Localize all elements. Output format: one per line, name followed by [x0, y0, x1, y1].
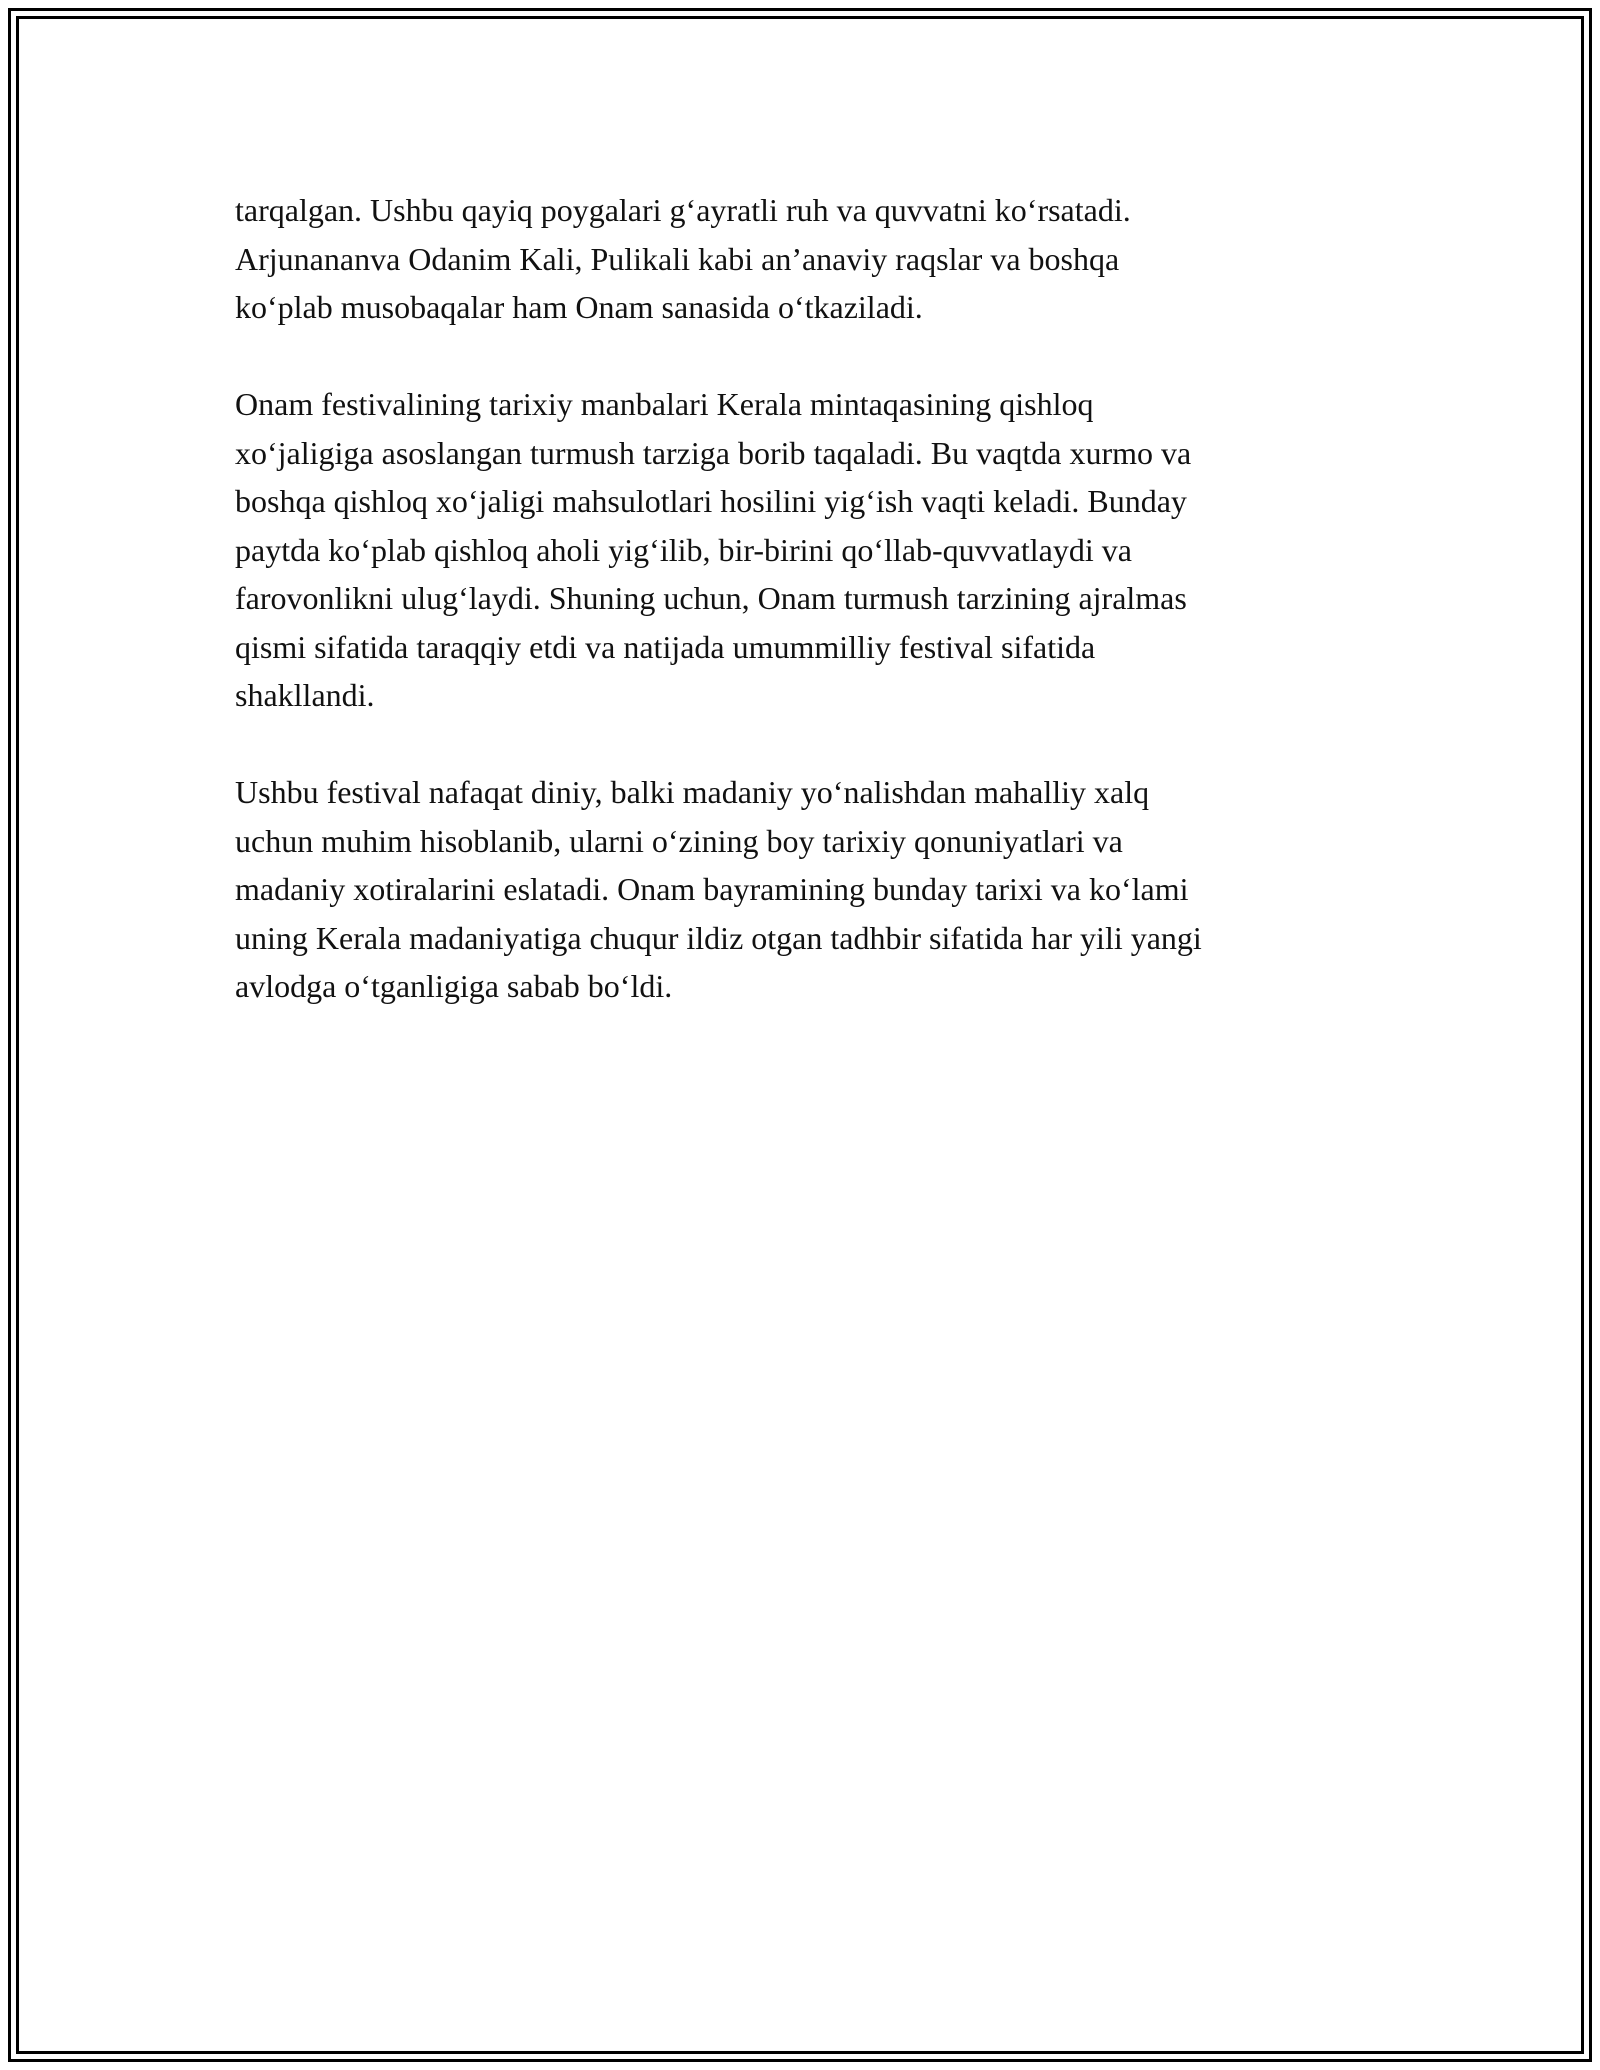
text-line: Onam festivalining tarixiy manbalari Kerala mintaqasining qishloq — [235, 386, 1094, 422]
text-line: Ushbu festival nafaqat diniy, balki madaniy yo‘nalishdan mahalliy xalq — [235, 774, 1150, 810]
text-line: ko‘plab musobaqalar ham Onam sanasida o‘tkaziladi. — [235, 289, 923, 325]
text-line: shakllandi. — [235, 677, 375, 713]
text-line: Arjunananva Odanim Kali, Pulikali kabi an’anaviy raqslar va boshqa — [235, 240, 1120, 277]
text-line: xo‘jaligiga asoslangan turmush tarziga borib taqaladi. Bu vaqtda xurmo va — [235, 434, 1192, 471]
paragraph-2 — [235, 380, 1365, 720]
text-line: tarqalgan. Ushbu qayiq poygalari g‘ayratli ruh va quvvatni ko‘rsatadi. — [235, 192, 1131, 228]
text-line: farovonlikni ulug‘laydi. Shuning uchun, Onam turmush tarzining ajralmas — [235, 580, 1187, 616]
text-line: qismi sifatida taraqqiy etdi va natijada umummilliy festival sifatida — [235, 628, 1096, 665]
text-line: uchun muhim hisoblanib, ularni o‘zining boy tarixiy qonuniyatlari va — [235, 822, 1123, 859]
text-line: paytda ko‘plab qishloq aholi yig‘ilib, bir-birini qo‘llab-quvvatlaydi va — [235, 531, 1132, 568]
paragraph-1 — [235, 186, 1365, 332]
paragraph-3 — [235, 768, 1365, 1011]
text-line: boshqa qishloq xo‘jaligi mahsulotlari hosilini yig‘ish vaqti keladi. Bunday — [235, 483, 1187, 519]
text-line: madaniy xotiralarini eslatadi. Onam bayramining bunday tarixi va ko‘lami — [235, 871, 1189, 907]
text-line: uning Kerala madaniyatiga chuqur ildiz otgan tadhbir sifatida har yili yangi — [235, 919, 1202, 956]
document-body — [235, 186, 1365, 1011]
text-line: avlodga o‘tganligiga sabab bo‘ldi. — [235, 968, 673, 1004]
